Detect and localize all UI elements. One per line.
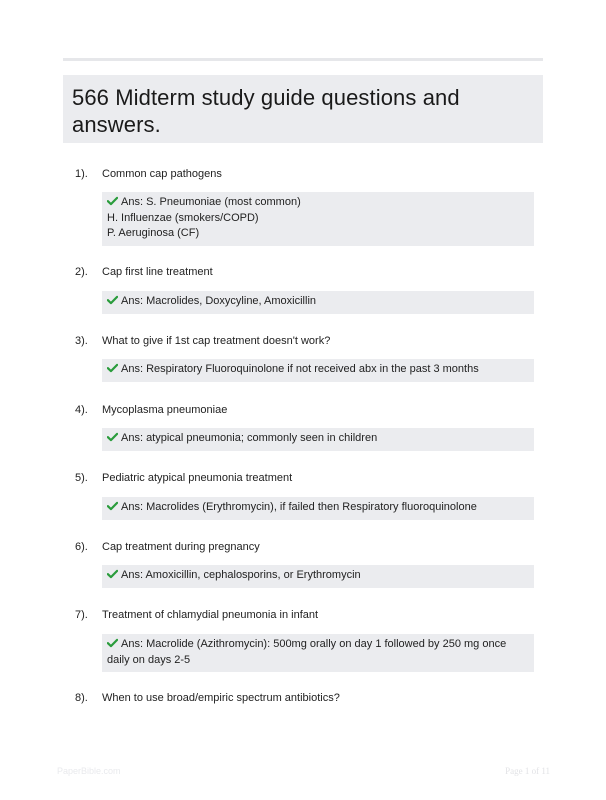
title-block [63,75,543,143]
answer-box [102,565,534,588]
page-counter: Page 1 of 11 [505,766,550,776]
question-text: Common cap pathogens [102,168,222,180]
answer-line: Ans: atypical pneumonia; commonly seen in children [121,432,378,444]
question-number: 8). [75,692,88,704]
checkmark-icon [107,295,118,305]
answer-line: H. Influenzae (smokers/COPD) [107,211,259,224]
answer-line: Ans: Macrolides, Doxycyline, Amoxicillin [121,295,317,307]
page-title: 566 Midterm study guide questions and answers. [72,85,460,137]
question-text: Cap first line treatment [102,266,213,278]
question-text: Cap treatment during pregnancy [102,541,260,553]
checkmark-icon [107,569,118,579]
answer-box [102,634,534,672]
answer-line: Ans: S. Pneumoniae (most common) [121,196,301,208]
question-text: Treatment of chlamydial pneumonia in infant [102,609,319,621]
checkmark-icon [107,196,118,206]
answer-line: Ans: Macrolide (Azithromycin): 500mg orally on day 1 followed by 250 mg once daily on days 2-5 [107,638,507,666]
footer-watermark: PaperBible.com [57,766,121,776]
top-divider [63,58,543,61]
question-number: 7). [75,609,88,621]
answer-box [102,291,534,314]
question-text: Mycoplasma pneumoniae [102,404,228,416]
question-text: When to use broad/empiric spectrum antibiotics? [102,692,340,704]
question-number: 2). [75,266,88,278]
checkmark-icon [107,432,118,442]
checkmark-icon [107,501,118,511]
question-number: 6). [75,541,88,553]
answer-box [102,428,534,451]
answer-line: Ans: Macrolides (Erythromycin), if failed then Respiratory fluoroquinolone [121,501,477,513]
question-text: Pediatric atypical pneumonia treatment [102,472,293,484]
answer-line: P. Aeruginosa (CF) [107,227,200,239]
question-number: 1). [75,168,88,180]
checkmark-icon [107,363,118,373]
answer-box [102,192,534,246]
answer-box [102,497,534,520]
checkmark-icon [107,638,118,648]
question-text: What to give if 1st cap treatment doesn't work? [102,335,331,347]
question-number: 3). [75,335,88,347]
question-number: 5). [75,472,88,484]
answer-box [102,359,534,382]
question-number: 4). [75,404,88,416]
answer-line: Ans: Amoxicillin, cephalosporins, or Erythromycin [121,569,361,581]
answer-line: Ans: Respiratory Fluoroquinolone if not received abx in the past 3 months [121,363,479,375]
